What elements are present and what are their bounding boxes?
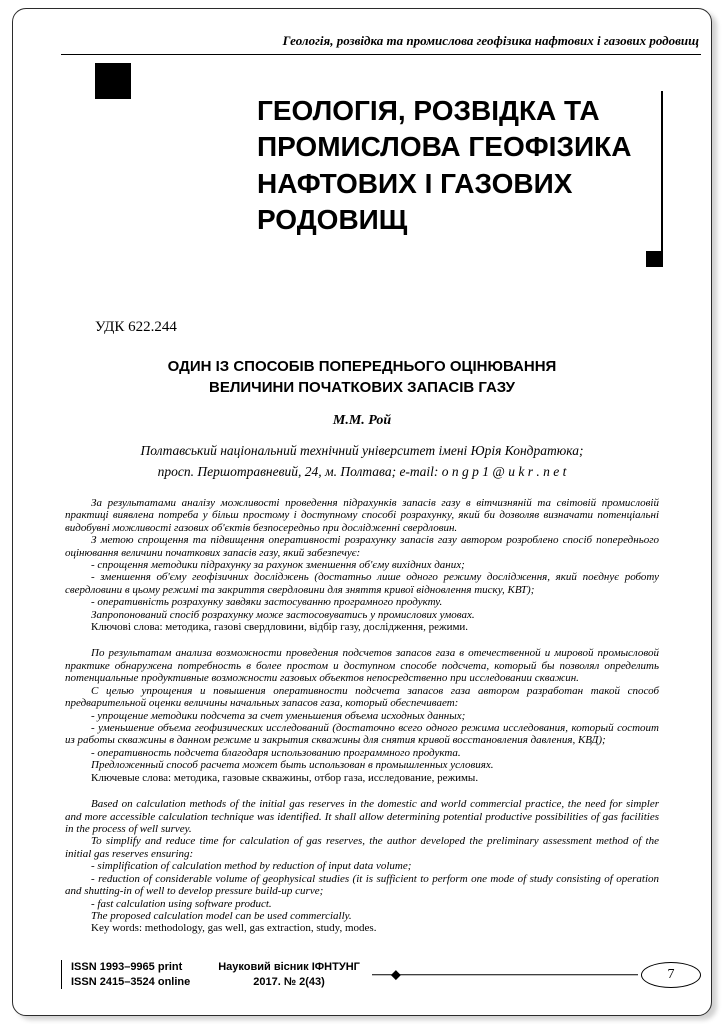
diamond-icon: ◆ bbox=[390, 967, 401, 983]
journal-name: Науковий вісник ІФНТУНГ bbox=[218, 961, 360, 974]
abstract-paragraph: За результатами аналізу можливості проведення підрахунків запасів газу в вітчизняній та світовій промисловій практиці виявлена потреба у більш простому і доступному способі розрахунку, який би дозволяв визначати потенціальні видобувні можливості газових об'єктів безпосередньо при дослідженні свердловин. bbox=[65, 496, 659, 534]
abstract-paragraph: По результатам анализа возможности проведения подсчетов запасов газа в отечественной и мировой промысловой практике обнаружена потребность в более простом и доступном способе подсчета, который бы позволял определить потенциальные продуктивные возможности газовых объектов непосредственно при исследовании скважин. bbox=[65, 647, 659, 685]
abstract-list-item: - уменьшение объема геофизических исследований (достаточно всего одного режима исследования, который состоит из работы скважины в данном режиме и закрытия скважины для снятия кривой восстановления давления, КВД); bbox=[65, 722, 659, 747]
abstract-list-item: - зменшення об'єму геофізичних досліджень (достатньо лише одного режиму дослідження, який поєднує роботу свердловини в цьому режимі та закриття свердловини для зняття кривої відновлення тиску, КВТ); bbox=[65, 571, 659, 596]
issn-block bbox=[61, 960, 190, 989]
abstract-ukrainian bbox=[65, 497, 659, 634]
running-header bbox=[61, 33, 701, 55]
page-number: 7 bbox=[667, 966, 675, 982]
keywords-line: Ключевые слова: методика, газовые скважины, отбор газа, исследование, режимы. bbox=[91, 771, 479, 784]
article-title-line: ВЕЛИЧИНИ ПОЧАТКОВИХ ЗАПАСІВ ГАЗУ bbox=[209, 379, 515, 396]
decorative-square-large bbox=[95, 63, 131, 99]
decorative-vertical-rule bbox=[661, 91, 663, 267]
keywords-line: Key words: methodology, gas well, gas extraction, study, modes. bbox=[91, 922, 377, 935]
abstract-list-item: - оперативність розрахунку завдяки застосуванню програмного продукту. bbox=[91, 596, 443, 609]
abstract-paragraph: Запропонований спосіб розрахунку може застосовуватись у промислових умовах. bbox=[91, 608, 475, 621]
issn-print: ISSN 1993–9965 print bbox=[71, 961, 183, 974]
journal-issue: 2017. № 2(43) bbox=[253, 975, 325, 988]
abstract-list-item: - reduction of considerable volume of geophysical studies (it is sufficient to perform one mode of study consisting of operation and shutting-in of well to develop pressure build-up curve; bbox=[65, 872, 659, 898]
abstract-paragraph: С целью упрощения и повышения оперативности подсчета запасов газа автором разработан такой способ предварительной оценки величины начальных запасов газа, который обеспечивает: bbox=[65, 684, 659, 710]
author-name: М.М. Рой bbox=[332, 413, 392, 428]
article-title bbox=[13, 356, 711, 398]
abstract-paragraph: З метою спрощення та підвищення оперативності розрахунку запасів газу автором розроблено спосіб попереднього оцінювання величини початкових запасів газу, який забезпечує: bbox=[65, 534, 659, 559]
abstract-paragraph: Based on calculation methods of the initial gas reserves in the domestic and world commercial practice, the need for simpler and more accessible calculation technique was identified. It shall allow determining potential productive possibilities of gas facilities in the process of well survey. bbox=[65, 798, 659, 835]
journal-page bbox=[12, 8, 712, 1016]
udc-code: УДК 622.244 bbox=[95, 319, 177, 335]
abstract-english bbox=[65, 798, 659, 935]
section-title: ГЕОЛОГІЯ, РОЗВІДКА ТА ПРОМИСЛОВА ГЕОФІЗИКА НАФТОВИХ І ГАЗОВИХ РОДОВИЩ bbox=[257, 95, 632, 236]
footer-rule bbox=[368, 967, 638, 983]
page-footer bbox=[61, 960, 701, 989]
section-masthead bbox=[13, 61, 711, 267]
abstract-list-item: - simplification of calculation method by reduction of input data volume; bbox=[91, 860, 412, 873]
abstract-list-item: - упрощение методики подсчета за счет уменьшения объема исходных данных; bbox=[91, 709, 466, 722]
article-title-line: ОДИН ІЗ СПОСОБІВ ПОПЕРЕДНЬОГО ОЦІНЮВАННЯ bbox=[167, 358, 557, 375]
journal-block bbox=[218, 960, 360, 989]
abstract-paragraph: The proposed calculation model can be used commercially. bbox=[91, 909, 352, 922]
affiliation-line: просп. Першотравневий, 24, м. Полтава; e-mail: o n g p 1 @ u k r . n e t bbox=[157, 463, 567, 479]
abstract-paragraph: Предложенный способ расчета может быть использован в промышленных условиях. bbox=[91, 759, 494, 772]
page-number-badge bbox=[641, 962, 701, 988]
abstract-list-item: - спрощення методики підрахунку за рахунок зменшення об'єму вихідних даних; bbox=[91, 558, 465, 571]
decorative-square-small bbox=[646, 251, 662, 267]
keywords-line: Ключові слова: методика, газові свердловини, відбір газу, дослідження, режими. bbox=[91, 621, 469, 634]
footer-rule-line bbox=[372, 974, 638, 976]
issn-online: ISSN 2415–3524 online bbox=[71, 975, 191, 988]
abstract-russian bbox=[65, 647, 659, 784]
abstract-list-item: - оперативность подсчета благодаря использованию программного продукта. bbox=[91, 746, 461, 759]
abstract-list-item: - fast calculation using software product. bbox=[91, 897, 272, 910]
affiliation-line: Полтавський національний технічний університет імені Юрія Кондратюка; bbox=[140, 443, 584, 458]
abstract-paragraph: To simplify and reduce time for calculation of gas reserves, the author developed the preliminary assessment method of the initial gas reserves ensuring: bbox=[65, 835, 659, 860]
affiliation bbox=[13, 441, 711, 483]
running-header-text: Геологія, розвідка та промислова геофізика нафтових і газових родовищ bbox=[282, 33, 699, 48]
